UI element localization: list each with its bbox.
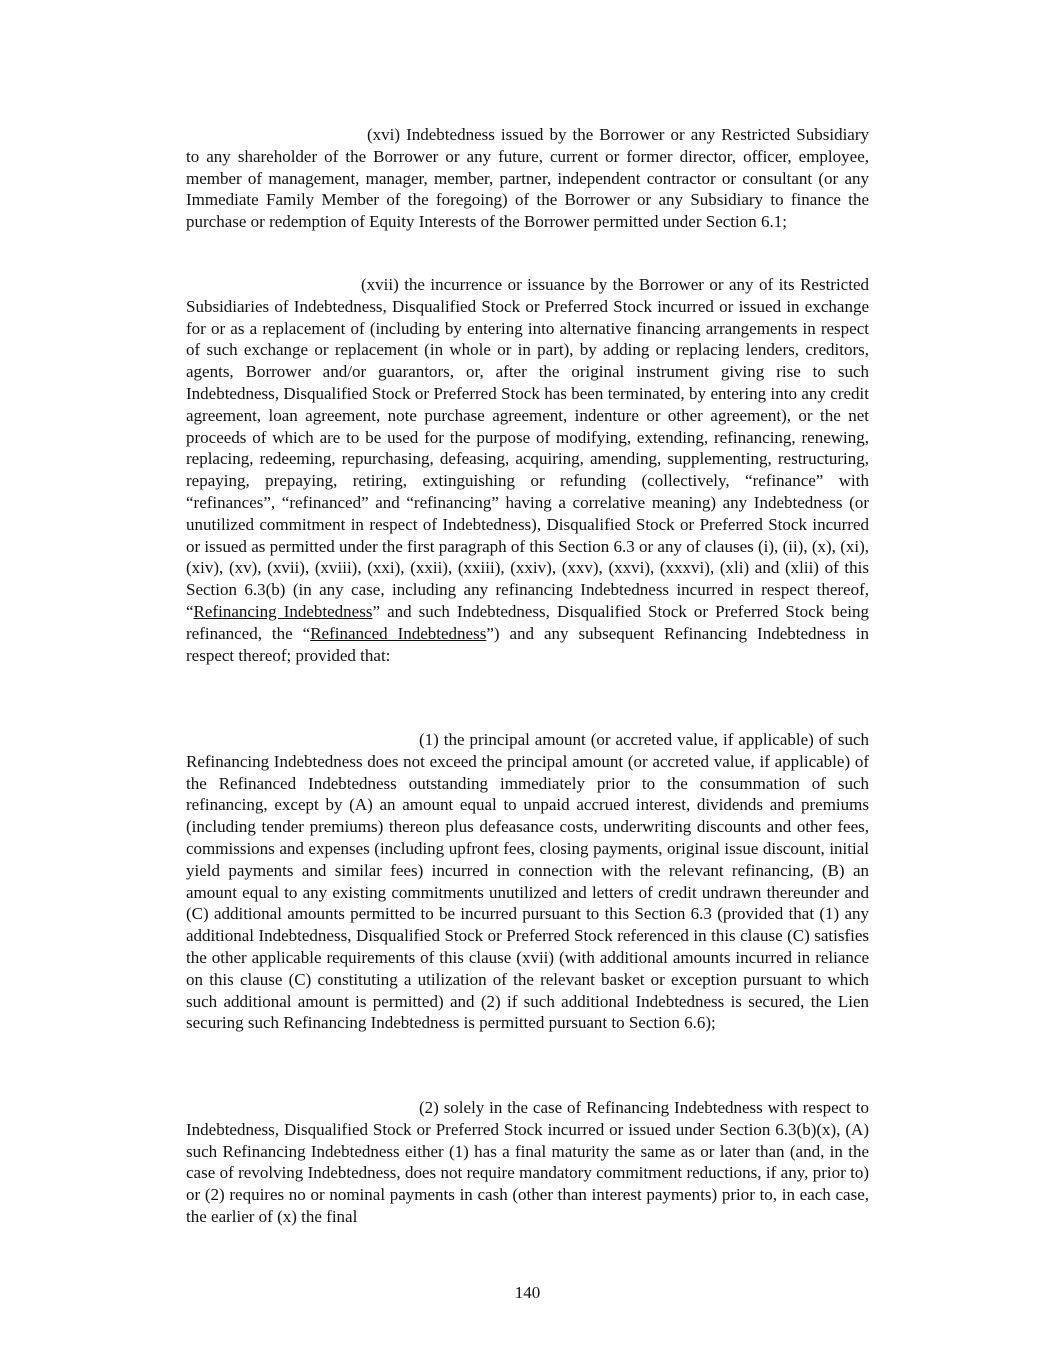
defined-term-refinancing-indebtedness: Refinancing Indebtedness — [193, 601, 373, 621]
page-number: 140 — [514, 1283, 541, 1302]
paragraph-subclause-1 — [186, 729, 869, 1034]
paragraph-text: ”) and any subsequent Refinancing Indebtedness in respect thereof; provided that: — [186, 623, 869, 665]
paragraph-text: (xvi) Indebtedness issued by the Borrower or any Restricted Subsidiary to any shareholder of the Borrower or any future, current or former director, officer, employee, member of management, manager, member, partner, independent contractor or consultant (or any Immediate Family Member of the foregoing) of the Borrower or any Subsidiary to finance the purchase or redemption of Equity Interests of the Borrower permitted under Section 6.1; — [186, 125, 869, 232]
paragraph-text: (1) the principal amount (or accreted value, if applicable) of such Refinancing Indebtedness does not exceed the principal amount (or accreted value, if applicable) of the Refinanced Indebtedness outstanding immediately prior to the consummation of such refinancing, except by (A) an amount equal to unpaid accrued interest, dividends and premiums (including tender premiums) thereon plus defeasance costs, underwriting discounts and other fees, commissions and expenses (including upfront fees, closing payments, original issue discount, initial yield payments and similar fees) incurred in connection with the relevant refinancing, (B) an amount equal to any existing commitments unutilized and letters of credit undrawn thereunder and (C) additional amounts permitted to be incurred pursuant to this Section 6.3 (provided that (1) any additional Indebtedness, Disqualified Stock or Preferred Stock referenced in this clause (C) satisfies the other applicable requirements of this clause (xvii) (with additional amounts incurred in reliance on this clause (C) constituting a utilization of the relevant basket or exception pursuant to which such additional amount is permitted) and (2) if such additional Indebtedness is secured, the Lien securing such Refinancing Indebtedness is permitted pursuant to Section 6.6); — [186, 730, 869, 1033]
paragraph-text: ” and such Indebtedness, Disqualified Stock or Preferred Stock being refinanced, the “ — [186, 601, 869, 643]
paragraph-text: (xvii) the incurrence or issuance by the Borrower or any of its Restricted Subsidiaries of Indebtedness, Disqualified Stock or Preferred Stock incurred or issued in exchange for or as a replacement of (including by entering into alternative financing arrangements in respect of such exchange or replacement (in whole or in part), by adding or replacing lenders, creditors, agents, Borrower and/or guarantors, or, after the original instrument giving rise to such Indebtedness, Disqualified Stock or Preferred Stock has been terminated, by entering into any credit agreement, loan agreement, note purchase agreement, indenture or other agreement), or the net proceeds of which are to be used for the purpose of modifying, extending, refinancing, renewing, replacing, redeeming, repurchasing, defeasing, acquiring, amending, supplementing, restructuring, repaying, prepaying, retiring, extinguishing or refunding (collectively, “refinance” with “refinances”, “refinanced” and “refinancing” having a correlative meaning) any Indebtedness (or unutilized commitment in respect of Indebtedness), Disqualified Stock or Preferred Stock incurred or issued as permitted under the first paragraph of this Section 6.3 or any of clauses (i), (ii), (x), (xi), (xiv), (xv), (xvii), (xviii), (xxi), (xxii), (xxiii), (xxiv), (xxv), (xxvi), (xxxvi), (xli) and (xlii) of this Section 6.3(b) (in any case, including any refinancing Indebtedness incurred in respect thereof, “ — [186, 275, 869, 621]
paragraph-subclause-2 — [186, 1097, 869, 1228]
defined-term-refinanced-indebtedness: Refinanced Indebtedness — [310, 623, 487, 643]
paragraph-clause-xvi — [186, 124, 869, 233]
paragraph-text: (2) solely in the case of Refinancing Indebtedness with respect to Indebtedness, Disqualified Stock or Preferred Stock incurred or issued under Section 6.3(b)(x), (A) such Refinancing Indebtedness either (1) has a final maturity the same as or later than (and, in the case of revolving Indebtedness, does not require mandatory commitment reductions, if any, prior to) or (2) requires no or nominal payments in cash (other than interest payments) prior to, in each case, the earlier of (x) the final — [186, 1098, 869, 1226]
paragraph-clause-xvii — [186, 274, 869, 666]
